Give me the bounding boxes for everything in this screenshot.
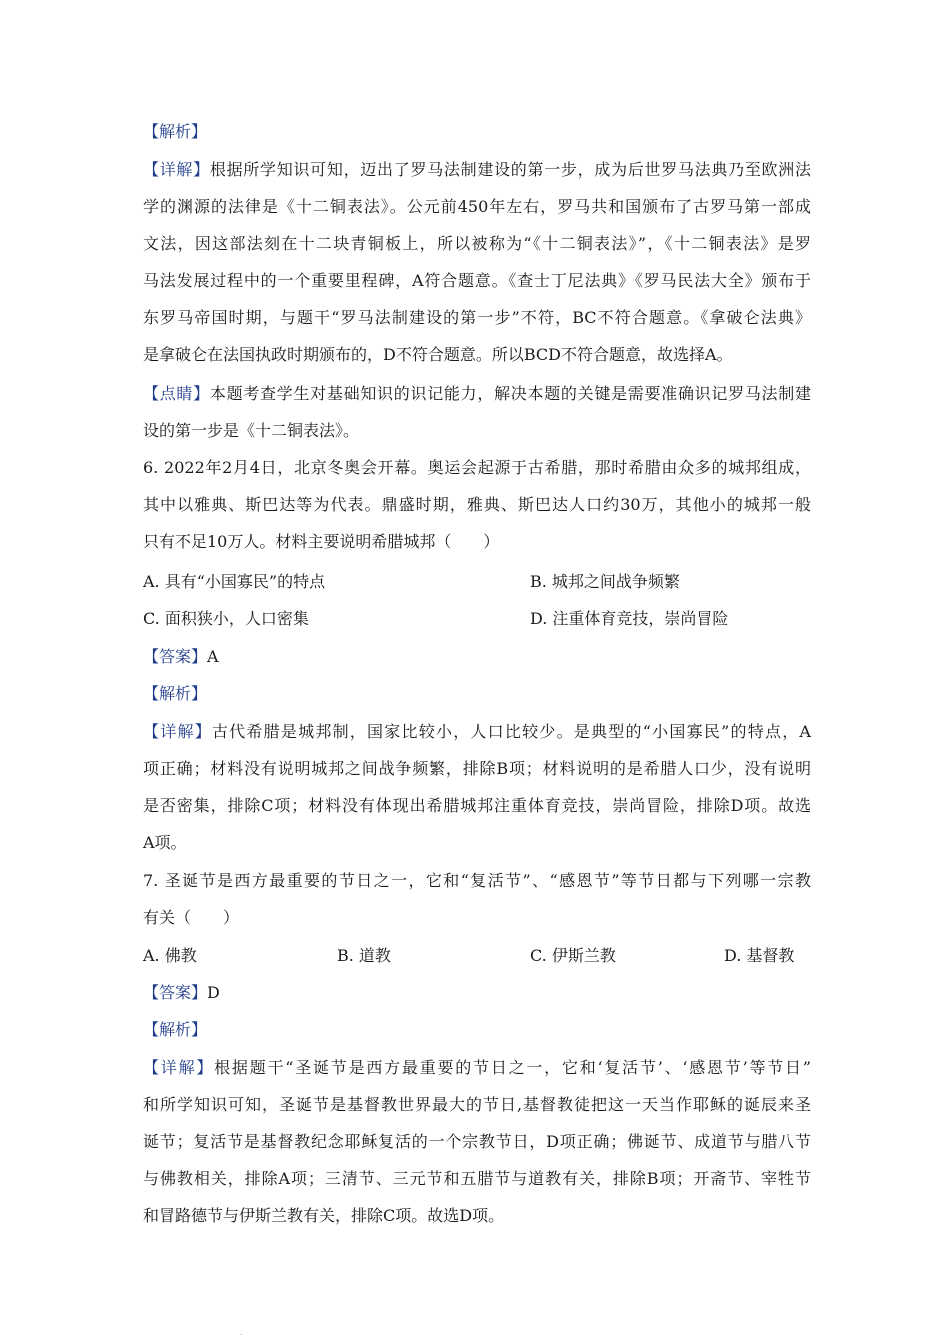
q6-analysis-heading bbox=[143, 684, 811, 704]
q7-analysis-heading bbox=[143, 1020, 811, 1040]
q6-answer bbox=[143, 647, 811, 667]
q7-detail-line-5: 和冒路德节与伊斯兰教有关，排除C项。故选D项。 bbox=[143, 1206, 505, 1225]
q7-analysis-label: 【解析】 bbox=[143, 1020, 208, 1039]
q6-detail-line-3: 是否密集，排除C项；材料没有体现出希腊城邦注重体育竞技，崇尚冒险，排除D项。故选 bbox=[143, 796, 811, 815]
footer-mark: . bbox=[240, 1328, 243, 1337]
q6-detail-label: 【详解】 bbox=[143, 722, 212, 741]
q5-detail-line-5: 东罗马帝国时期，与题干“罗马法制建设的第一步”不符，BC不符合题意。《拿破仑法典》 bbox=[143, 308, 811, 327]
q5-detail-line-3: 文法，因这部法刻在十二块青铜板上，所以被称为“《十二铜表法》”，《十二铜表法》是罗 bbox=[143, 234, 811, 253]
q7-detail-line-4: 与佛教相关，排除A项；三清节、三元节和五腊节与道教有关，排除B项；开斋节、宰牲节 bbox=[143, 1169, 811, 1188]
q6-answer-label: 【答案】 bbox=[143, 647, 208, 666]
q7-answer bbox=[143, 983, 811, 1003]
q7-detail-line-2: 和所学知识可知，圣诞节是基督教世界最大的节日,基督教徒把这一天当作耶稣的诞辰来圣 bbox=[143, 1095, 811, 1114]
q7-answer-value: D bbox=[207, 983, 220, 1002]
q5-analysis-heading bbox=[143, 122, 811, 142]
q7-answer-label: 【答案】 bbox=[143, 983, 208, 1002]
q6-option-d: D. 注重体育竞技，崇尚冒险 bbox=[530, 609, 729, 628]
q6-stem-line-1: 6. 2022年2月4日，北京冬奥会开幕。奥运会起源于古希腊，那时希腊由众多的城邦组成， bbox=[143, 458, 811, 477]
q5-point-line-1: 【点睛】本题考查学生对基础知识的识记能力，解决本题的关键是需要准确识记罗马法制建 bbox=[143, 384, 811, 403]
q5-point-line-2: 设的第一步是《十二铜表法》。 bbox=[143, 421, 360, 440]
q6-option-c: C. 面积狭小，人口密集 bbox=[143, 609, 309, 628]
q6-analysis-label: 【解析】 bbox=[143, 684, 208, 703]
q5-analysis-label: 【解析】 bbox=[143, 122, 208, 141]
q6-detail-line-2: 项正确；材料没有说明城邦之间战争频繁，排除B项；材料说明的是希腊人口少，没有说明 bbox=[143, 759, 811, 778]
q6-stem-line-3: 只有不足10万人。材料主要说明希腊城邦（ ） bbox=[143, 532, 500, 551]
q5-detail-line-1: 【详解】根据所学知识可知，迈出了罗马法制建设的第一步，成为后世罗马法典乃至欧洲法 bbox=[143, 160, 811, 179]
q7-detail-line-1: 【详解】根据题干“圣诞节是西方最重要的节日之一，它和‘复活节’、‘感恩节’等节日” bbox=[143, 1058, 811, 1077]
q7-option-b: B. 道教 bbox=[337, 946, 391, 965]
q5-detail-line-4: 马法发展过程中的一个重要里程碑，A符合题意。《查士丁尼法典》《罗马民法大全》颁布于 bbox=[143, 271, 811, 290]
q7-option-d: D. 基督教 bbox=[724, 946, 795, 965]
q7-option-c: C. 伊斯兰教 bbox=[530, 946, 616, 965]
q5-point-label: 【点睛】 bbox=[143, 384, 210, 403]
q6-stem-line-2: 其中以雅典、斯巴达等为代表。鼎盛时期，雅典、斯巴达人口约30万，其他小的城邦一般 bbox=[143, 495, 811, 514]
q6-detail-line-4: A项。 bbox=[143, 833, 187, 852]
q7-option-a: A. 佛教 bbox=[143, 946, 197, 965]
q7-detail-label: 【详解】 bbox=[143, 1058, 215, 1077]
q5-detail-line-2: 学的渊源的法律是《十二铜表法》。公元前450年左右，罗马共和国颁布了古罗马第一部成 bbox=[143, 197, 811, 216]
q6-answer-value: A bbox=[207, 647, 219, 666]
q7-detail-line-3: 诞节；复活节是基督教纪念耶稣复活的一个宗教节日，D项正确；佛诞节、成道节与腊八节 bbox=[143, 1132, 811, 1151]
q6-option-a: A. 具有“小国寡民”的特点 bbox=[143, 572, 326, 591]
q7-stem-line-1: 7. 圣诞节是西方最重要的节日之一，它和“复活节”、“感恩节”等节日都与下列哪一宗教 bbox=[143, 871, 811, 890]
q6-detail-line-1: 【详解】古代希腊是城邦制，国家比较小，人口比较少。是典型的“小国寡民”的特点，A bbox=[143, 722, 811, 741]
q5-detail-label: 【详解】 bbox=[143, 160, 210, 179]
q6-option-b: B. 城邦之间战争频繁 bbox=[530, 572, 680, 591]
q7-stem-line-2: 有关（ ） bbox=[143, 908, 240, 927]
q5-detail-line-6: 是拿破仑在法国执政时期颁布的，D不符合题意。所以BCD不符合题意，故选择A。 bbox=[143, 345, 733, 364]
